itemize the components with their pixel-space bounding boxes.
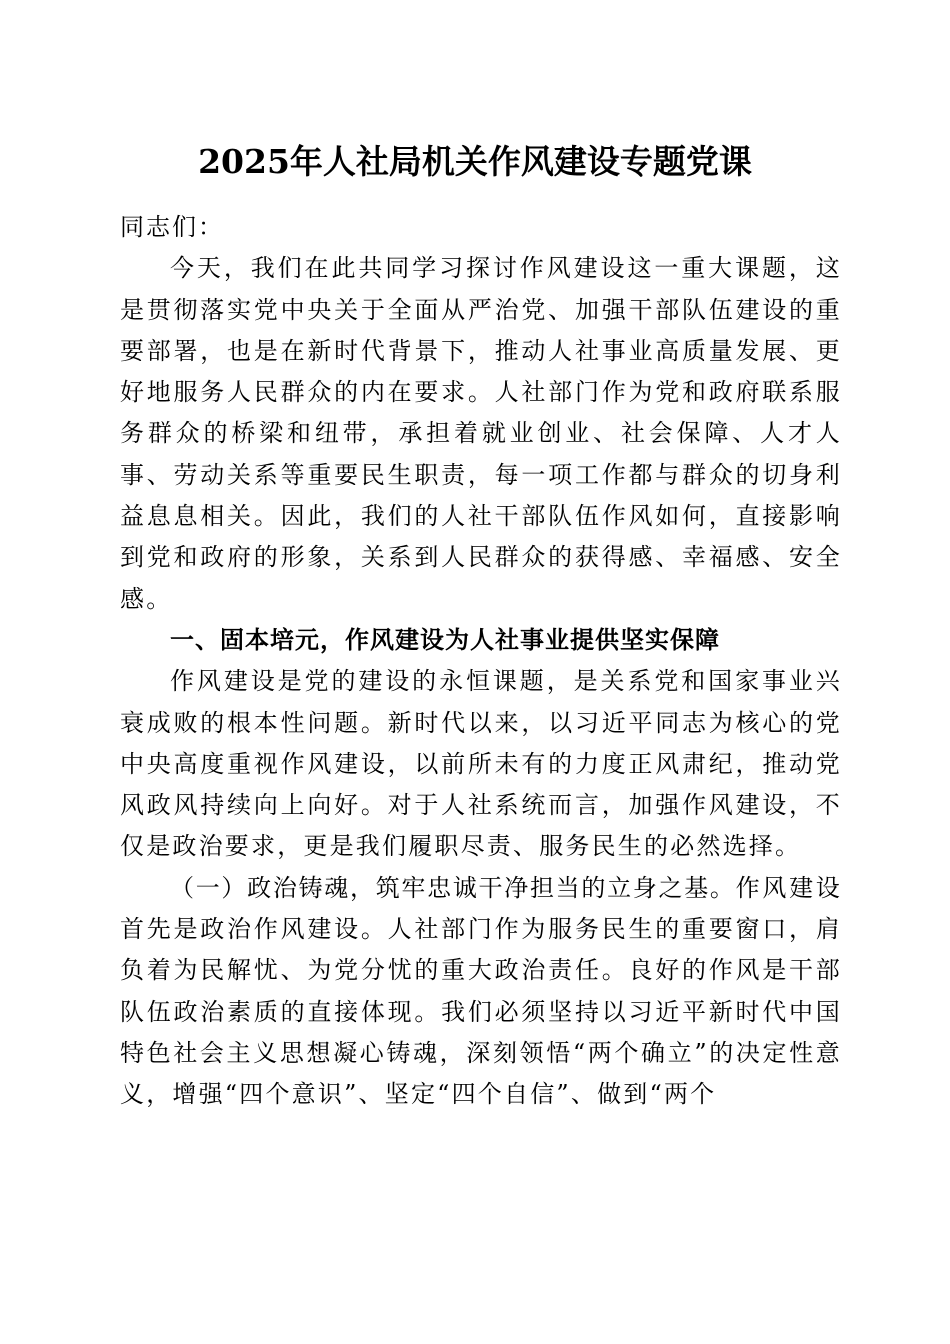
subsection-heading-1: （一）政治铸魂，筑牢忠诚干净担当的立身之基。 xyxy=(170,873,736,902)
paragraph-section-1: 作风建设是党的建设的永恒课题，是关系党和国家事业兴衰成败的根本性问题。新时代以来，以习近平同志为核心的党中央高度重视作风建设，以前所未有的力度正风肃纪，推动党风政风持续向上向好。对于人社系统而言，加强作风建设，不仅是政治要求，更是我们履职尽责、服务民生的必然选择。 xyxy=(120,667,842,861)
subsection-body-1: 作风建设首先是政治作风建设。人社部门作为服务民生的重要窗口，肩负着为民解忧、为党分忧的重大政治责任。良好的作风是干部队伍政治素质的直接体现。我们必须坚持以习近平新时代中国特色社会主义思想凝心铸魂，深刻领悟“两个确立”的决定性意义，增强“四个意识”、坚定“四个自信”、做到“两个 xyxy=(120,873,842,1109)
document-title: 2025年人社局机关作风建设专题党课 xyxy=(198,142,752,181)
greeting: 同志们： xyxy=(120,213,224,241)
document-body xyxy=(120,207,842,1116)
section-heading-1: 一、固本培元，作风建设为人社事业提供坚实保障 xyxy=(170,625,720,654)
paragraph-intro: 今天，我们在此共同学习探讨作风建设这一重大课题，这是贯彻落实党中央关于全面从严治党、加强干部队伍建设的重要部署，也是在新时代背景下，推动人社事业高质量发展、更好地服务人民群众的内在要求。人社部门作为党和政府联系服务群众的桥梁和纽带，承担着就业创业、社会保障、人才人事、劳动关系等重要民生职责，每一项工作都与群众的切身利益息息相关。因此，我们的人社干部队伍作风如何，直接影响到党和政府的形象，关系到人民群众的获得感、幸福感、安全感。 xyxy=(120,254,842,613)
paragraph-subsection-1 xyxy=(120,868,842,1116)
